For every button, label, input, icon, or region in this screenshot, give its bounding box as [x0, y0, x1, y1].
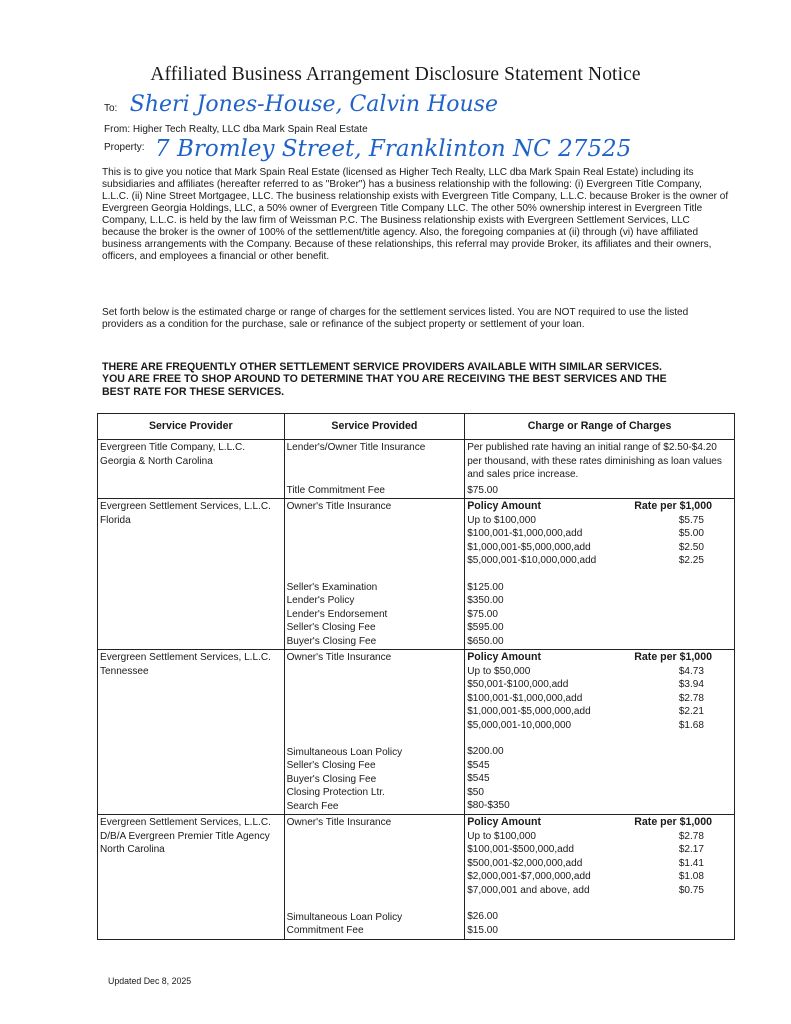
table-row: [98, 440, 735, 483]
rate-tier: $1,000,001-$5,000,000,add $2.21: [467, 706, 704, 717]
service-cell: Title Commitment Fee: [284, 483, 465, 499]
fee-name: Lender's Policy: [286, 595, 355, 606]
policy-amount-label: Policy Amount: [467, 651, 541, 663]
estimate-paragraph: Set forth below is the estimated charge or range of charges for the settlement services listed. You are NOT required to use the listed providers as a condition for the purchase, sale or refinance of the subject property or settlement of your loan.: [102, 307, 689, 330]
property-label: Property:: [104, 142, 145, 153]
fee-name: Closing Protection Ltr.: [286, 787, 385, 798]
table-row: [98, 815, 735, 940]
fee-name: Buyer's Closing Fee: [286, 635, 377, 647]
fee-name: Simultaneous Loan Policy: [286, 911, 403, 923]
fee-name: Buyer's Closing Fee: [286, 773, 377, 785]
provider-cell: Evergreen Title Company, L.L.C. Georgia & North Carolina: [98, 440, 285, 499]
header-service-provided: Service Provided: [284, 414, 465, 440]
property-handwritten-value: 7 Bromley Street, Franklinton NC 27525: [155, 136, 632, 162]
main-service: Owner's Title Insurance: [286, 817, 392, 828]
table-row: [98, 650, 735, 815]
charge-cell: [465, 499, 735, 650]
rate-label: Rate per $1,000: [634, 816, 712, 828]
header-charges: Charge or Range of Charges: [465, 414, 735, 440]
service-cell: Lender's/Owner Title Insurance: [284, 440, 465, 483]
provider-cell: Evergreen Settlement Services, L.L.C. Florida: [98, 499, 285, 650]
fee-amount: $545: [467, 759, 490, 771]
service-cell: [284, 650, 465, 815]
charge-cell: [465, 815, 735, 940]
rate-tier: Up to $50,000 $4.73: [467, 665, 704, 677]
header-service-provider: Service Provider: [98, 414, 285, 440]
rate-header: [467, 651, 732, 665]
table-row: [98, 499, 735, 650]
fee-amount: $80-$350: [467, 800, 510, 811]
from-line: From: Higher Tech Realty, LLC dba Mark Spain Real Estate: [104, 124, 368, 135]
fee-name: Search Fee: [286, 800, 339, 812]
charge-cell: [465, 650, 735, 815]
document-title: Affiliated Business Arrangement Disclosure Statement Notice: [150, 64, 641, 85]
rate-label: Rate per $1,000: [634, 500, 712, 512]
rate-tier: $5,000,001-10,000,000 $1.68: [467, 719, 704, 731]
rate-tier: $100,001-$500,000,add $2.17: [467, 844, 704, 855]
charge-cell: $75.00: [465, 483, 735, 499]
rate-tier: Up to $100,000 $5.75: [467, 514, 704, 526]
updated-date: Updated Dec 8, 2025: [108, 976, 192, 986]
fee-amount: $595.00: [467, 622, 504, 633]
fee-amount: $350.00: [467, 595, 504, 606]
property-row: [104, 136, 631, 162]
fee-amount: $125.00: [467, 581, 504, 593]
fee-name: Commitment Fee: [286, 925, 364, 936]
table-header-row: [98, 414, 735, 440]
rate-tier: $2,000,001-$7,000,000,add $1.08: [467, 871, 704, 882]
fee-amount: $200.00: [467, 746, 504, 757]
rate-tier: $7,000,001 and above, add $0.75: [467, 884, 704, 896]
fee-amount: $50: [467, 786, 484, 798]
policy-amount-label: Policy Amount: [467, 816, 541, 828]
fee-amount: $650.00: [467, 635, 504, 647]
fee-amount: $15.00: [467, 924, 498, 936]
rate-tier: $5,000,001-$10,000,000,add $2.25: [467, 555, 704, 566]
fee-amount: $75.00: [467, 608, 498, 620]
policy-amount-label: Policy Amount: [467, 500, 541, 512]
provider-cell: Evergreen Settlement Services, L.L.C. Tennessee: [98, 650, 285, 815]
rate-header: [467, 816, 732, 830]
rate-tier: $1,000,001-$5,000,000,add $2.50: [467, 541, 704, 553]
fee-name: Seller's Closing Fee: [286, 622, 376, 633]
provider-cell: Evergreen Settlement Services, L.L.C. D/B/A Evergreen Premier Title Agency North Carolina: [98, 815, 285, 940]
rate-tier: $50,001-$100,000,add $3.94: [467, 679, 704, 690]
fee-amount: $545: [467, 773, 490, 784]
main-service: Owner's Title Insurance: [286, 652, 392, 663]
to-handwritten-value: Sheri Jones-House, Calvin House: [129, 92, 498, 117]
fee-amount: $26.00: [467, 911, 498, 922]
rate-tier: $500,001-$2,000,000,add $1.41: [467, 857, 704, 869]
to-row: [104, 92, 498, 117]
rate-tier: $100,001-$1,000,000,add $5.00: [467, 528, 704, 539]
fee-name: Seller's Examination: [286, 581, 378, 593]
rate-tier: $100,001-$1,000,000,add $2.78: [467, 692, 704, 704]
main-service: Owner's Title Insurance: [286, 501, 392, 512]
settlement-fees-table: [97, 413, 735, 940]
rate-label: Rate per $1,000: [634, 651, 712, 663]
fee-name: Lender's Endorsement: [286, 608, 388, 620]
service-cell: [284, 499, 465, 650]
rate-tier: Up to $100,000 $2.78: [467, 830, 704, 842]
disclosure-paragraph: This is to give you notice that Mark Spain Real Estate (licensed as Higher Tech Realty, LLC dba Mark Spain Real Estate) including its subsidiaries and affiliates (hereafter referred to as "Broker") has a business relationship with the following: (i) Evergreen Title Company, L.L.C. (ii) Nine Street Mortgagee, LLC. The business relationship exists with Evergreen Title Company, L.L.C. because Broker is the owner of Evergreen Georgia Holdings, LLC, a 50% owner of Evergreen Title Company LLC. The other 50% ownership interest in Evergreen Title Company, L.L.C. is held by the law firm of Weissman P.C. The Business relationship exists with Evergreen Settlement Services, LLC because the broker is the owner of 100% of the settlement/title agency. Also, the foregoing companies at (ii) through (vi) have affiliated business arrangements with the Company. Because of these relationships, this referral may provide Broker, its affiliates and their owners, officers, and employees a financial or other benefit.: [102, 167, 729, 262]
charge-cell: Per published rate having an initial range of $2.50-$4.20 per thousand, with these rates diminishing as loan values and sales price increase.: [465, 440, 735, 483]
service-cell: [284, 815, 465, 940]
fee-name: Simultaneous Loan Policy: [286, 746, 403, 758]
to-label: To:: [104, 103, 118, 114]
shop-around-notice: THERE ARE FREQUENTLY OTHER SETTLEMENT SERVICE PROVIDERS AVAILABLE WITH SIMILAR SERVICES. YOU ARE FREE TO SHOP AROUND TO DETERMINE THAT YOU ARE RECEIVING THE BEST SERVICES AND THE BEST RATE FOR THESE SERVICES.: [102, 361, 667, 398]
fee-name: Seller's Closing Fee: [286, 760, 376, 771]
rate-header: [467, 500, 732, 514]
